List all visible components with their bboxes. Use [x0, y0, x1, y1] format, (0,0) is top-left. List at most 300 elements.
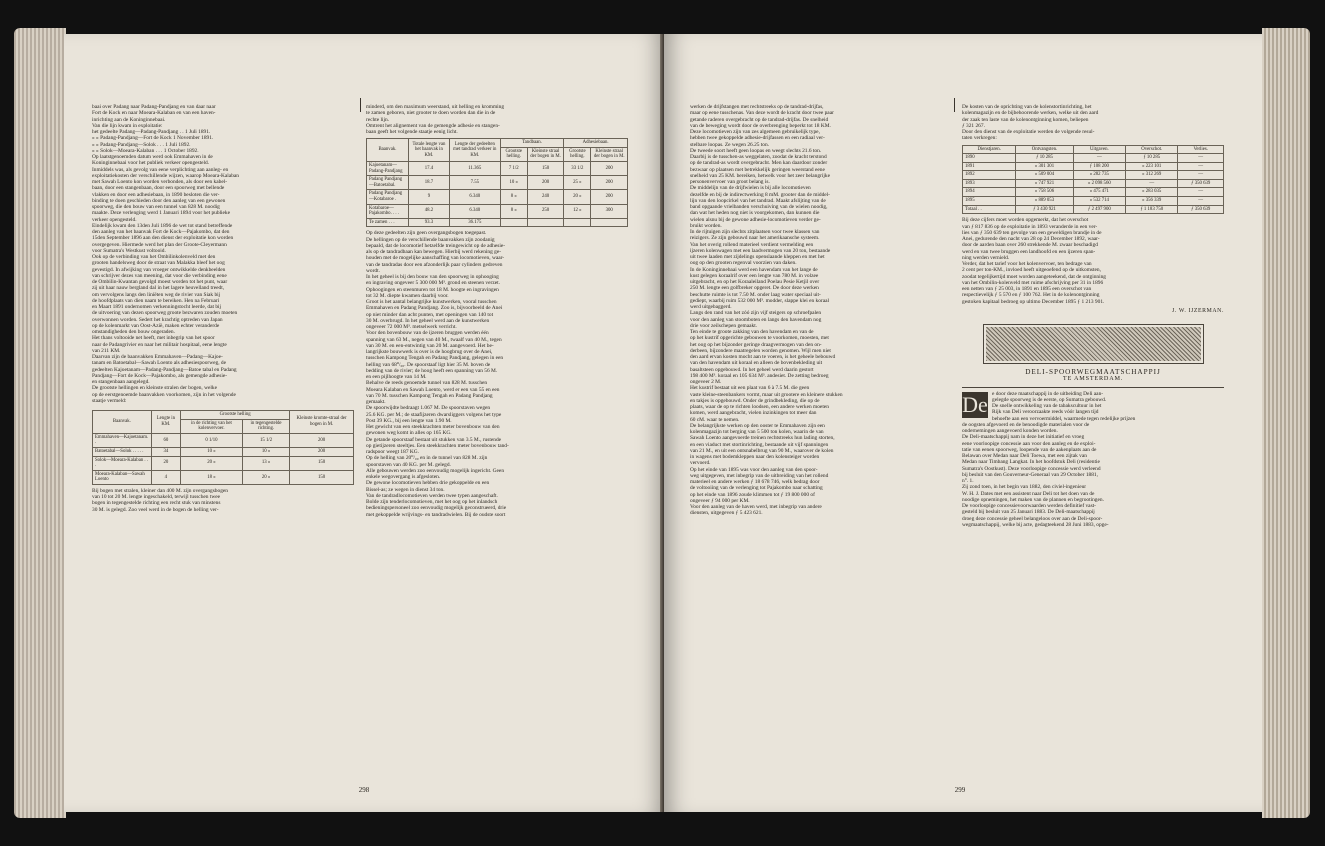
text-line: Van die lijn kwam in exploitatie: — [92, 122, 163, 129]
text-line: werd en van twee bruggen een landhoofd en een ijzeren span- — [962, 248, 1096, 255]
text-line: den aard ervan kosten mocht aan te voeren, is het geheele bebouwd — [690, 354, 836, 360]
text-line: naar de Padangrivier en naar het militair hospitaal, eene lengte — [92, 341, 227, 348]
text-line: ning werden vernield. — [962, 254, 1010, 261]
text-line: overgegeven. Hiermede werd het plan der Groote-Cleyermann — [92, 241, 227, 248]
text-line: op het einde van 1896 zoude klimmen tot ƒ 19 800 000 of — [690, 491, 815, 498]
text-line: bruikt worden. — [690, 222, 722, 229]
text-line: van 21 M., en uit een ontsnabelbrug van 90 M., waarover de kolen — [690, 447, 834, 454]
text-line: 30 M. overbrugd. In het geheel werd aan de kunstwerken — [366, 317, 490, 324]
text-line: de oogsten afgevoerd en de benoodigde materialen voor de — [962, 421, 1090, 428]
column-text — [690, 104, 952, 517]
text-line: bedding van de rivier; de hoog heeft een spanning van 56 M. — [366, 367, 498, 374]
table-cell: 36.175 — [449, 218, 500, 227]
table-row — [93, 456, 354, 470]
table-cell: ƒ 108 200 — [1073, 162, 1125, 171]
table-cell — [564, 218, 591, 227]
text-line: komen, werd aangebracht, vielen inzinkingen tot meer dan — [690, 410, 817, 417]
table-cell: » 532 714 — [1073, 197, 1125, 206]
text-line: ongeveer ƒ 94 000 per KM. — [690, 497, 750, 504]
text-line: Bolde zijn tenderlocomotieven, met het oog op het inlandsch — [366, 499, 498, 506]
text-line: Moeara Kalaban en Sawah Loento, werd er een van 55 en een — [366, 386, 500, 393]
text-line: in wagens met bodemkleppen naar den kolensteiger worden — [690, 454, 820, 460]
text-line: 15den September 1896 aan den dienst der exploitatie kon worden — [92, 235, 234, 242]
table-cell: ƒ 3 430 921 — [1016, 205, 1073, 214]
text-line: zoodat tegelijkertijd moet worden aangeteekend, dat de ontginning — [962, 273, 1107, 280]
text-line: baai over Padang naar Padang-Pandjang en van daar naar — [92, 104, 216, 110]
text-line: en Maart 1891 ondernomen verkenningstocht leerde, dat bij — [92, 304, 222, 310]
table-row — [963, 197, 1224, 206]
text-line: Op laatstgenoemden datum werd ook Emmahaven in de — [92, 154, 213, 160]
text-line: Sawah Loento aangevoerde treinen rechtstreeks hun lading storten, — [690, 435, 835, 442]
text-line: Fort de Kock en naar Moeara-Kalaban en van een haven- — [92, 110, 216, 117]
text-line: 25.6 KG. per M.; de staafijzeren dwarsliggers volgens het type — [366, 411, 502, 418]
right-page-column-1 — [690, 104, 952, 517]
text-line: Voor den bovenbouw van de ijzeren bruggen werden één — [366, 330, 489, 337]
table-header: Baanvak. — [93, 411, 152, 434]
table-cell: 1892 — [963, 171, 1016, 180]
text-line: In de rijtuigen zijn slechts zitplaatsen voor twee klassen van — [690, 229, 820, 235]
table-cell: 60 — [151, 433, 180, 447]
text-line: en takjes is opgebouwd. Onder de grindbekleding, die op de — [690, 397, 820, 404]
column-text — [366, 104, 628, 135]
table-cell: 93.3 — [408, 218, 449, 227]
text-line: van schrijver dezes van meening, dat voor die verbinding eene — [92, 272, 227, 279]
column-text — [962, 217, 1224, 305]
text-line: tatie van eenen spoorweg, loopende van de aakenplaats aan de — [962, 446, 1097, 453]
text-line: Rijk van Deli veroorzaakte reeds vóór langen tijd — [992, 409, 1099, 416]
text-line: Sumatra's Oostkust). Deze voorloopige concessie werd verleend — [962, 465, 1101, 472]
right-page — [664, 34, 1262, 812]
text-line: de voltooiing van de verlenging tot Pajakombo naar schatting — [690, 485, 823, 492]
table-cell: 240 — [527, 190, 564, 204]
table-header: Overschot. — [1126, 145, 1178, 154]
text-line: Alle gebouwen werden zoo eenvoudig mogelijk ingericht. Geen — [366, 467, 505, 474]
text-line: dan wat het heden nog niet is voorgekomen, dan kunnen die — [690, 210, 820, 217]
text-line: van 70 M. tusschen Kampong Tengah en Padang Pandjang — [366, 392, 493, 399]
text-line: met gekoppelde wrijvings- en tandradwielen. Bij de oudste soort — [366, 511, 506, 518]
text-line: uitgebracht, en op het Koraaleiland Poelau Pesie Ketjil over — [690, 279, 820, 285]
text-line: Van de tandradlocomotieven werden twee typen aangeschaft. — [366, 492, 498, 499]
text-line: op de tandrad-as wordt overgebracht. Men kan daardoor zonder — [690, 160, 828, 167]
text-line: 198 400 M³. koraal en 105 634 M³. andesiet. De zetting bedroeg — [690, 372, 829, 379]
table-cell: 200 — [290, 433, 354, 447]
column-marker — [954, 98, 955, 112]
text-line: op de kolenmarkt van Oost-Azië, maken echter veranderde — [92, 322, 220, 329]
text-line: weg uitgegeven, met inbegrip van de uitbreiding van het rollend — [690, 472, 829, 479]
table-row — [367, 218, 628, 227]
table-cell: » 223 101 — [1126, 162, 1178, 171]
column-text — [92, 488, 354, 513]
column-marker — [360, 98, 361, 112]
text-line: n°. 1. — [962, 478, 974, 484]
table-header: Uitgaven. — [1073, 145, 1125, 154]
text-line: de uitvoering van dezen spoorweg groote bezwaren zouden moeten — [92, 310, 238, 317]
table-cell: Kajoetanam—Padang-Pandjang — [367, 162, 409, 176]
text-line: overwonnen worden. Sedert het krachtig optreden van Japan — [92, 316, 223, 323]
text-line: Het thans voltooide net heeft, met inbegrip van het spoor — [92, 335, 215, 342]
table-row — [93, 447, 354, 456]
text-line: De voorloopige concessievoorwaarden werden definitief vast- — [962, 503, 1096, 509]
table-header: Dienstjaren. — [963, 145, 1016, 154]
text-line: helling van 68⁰/₀₀. De spoorstaaf ligt hier 35 M. boven de — [366, 361, 491, 368]
column-text — [962, 391, 1224, 529]
text-line: rechte lijn. — [366, 116, 390, 123]
text-line: eene voorloopige concessie aan voor den aanleg en de exploi- — [962, 440, 1096, 447]
text-line: binding te doen geschieden door den aanleg van een gewonen — [92, 197, 226, 204]
table-header: Totale lengte van het baanvak in KM. — [408, 139, 449, 162]
text-line: vervoerd. — [690, 460, 711, 467]
table-cell: » 301 301 — [1016, 162, 1073, 171]
table-subheader: Grootste helling. — [500, 147, 527, 161]
text-line: W. H. J. Dates met een assistent naar Deli tot het doen van de — [962, 490, 1095, 497]
text-line: inrichting aan de Koninginnebaai. — [92, 116, 166, 123]
text-line: Langs den rand van het zóó zijn vijf steigers op schroefpalen — [690, 310, 822, 317]
table-cell: — — [1178, 162, 1224, 171]
text-line: maar op eene tusschenas. Van deze wordt de kracht door twee paar — [690, 110, 834, 117]
table-cell — [527, 218, 564, 227]
text-line: wegmaatschappij, welke bij acte, gedagteekend 28 Juni 1883, opge- — [962, 521, 1109, 528]
open-book — [14, 20, 1310, 826]
text-line: taten verkregen: — [962, 135, 997, 142]
text-line: Bissel-as; ze wegen in dienst 34 ton. — [366, 486, 445, 493]
text-line: plaats, waar de op te richten loodsen, een andere werken moeten — [690, 404, 829, 410]
text-line: uit twee laaden met zijdelings openslaande kleppen en met het — [690, 254, 825, 260]
text-line: Deze locomotieven zijn van zes algemeen gebruikelijk type, — [690, 129, 820, 135]
text-line: 60 cM. waar te nemen. — [690, 416, 740, 423]
text-line: oog op den grooten regenval voorzien van daken. — [690, 260, 797, 267]
text-line: Inmiddels was, als gevolg van eene verplichting aan aanleg- en — [92, 166, 229, 173]
text-line: voor Sumatra's Westkust voltooid. — [92, 247, 166, 254]
text-line: De getande spoorstaaf bestaat uit stukken van 3.5 M., rustende — [366, 436, 502, 443]
text-line: op de eerstgenoemde baanvakken voorkomen, zijn in het volgende — [92, 391, 236, 398]
text-line: staatje vermeld: — [92, 397, 127, 404]
text-line: Het kustrif bestaat uit een plaat van 6 à 7.5 M. die geen — [690, 385, 810, 392]
table-cell: Solok—Moeara-Kalaban . . . — [93, 456, 152, 470]
text-line: het gedeelte Padang—Padang-Pandjang . . 1 Juli 1891. — [92, 129, 211, 135]
text-line: voor den aanleg van stoomboten en langs den havendam nog — [690, 316, 822, 323]
text-line: omstandigheden den bouw ongeraden. — [92, 329, 175, 335]
text-line: Op deze gedeelten zijn geen overgangsbogen toegepast. — [366, 230, 487, 237]
text-line: minderd, om den maximum weerstand, uit helling en kromming — [366, 104, 505, 110]
text-line: » » Padang-Pandjang—Solok . . . 1 Juli 1892. — [92, 141, 191, 148]
table-row — [93, 433, 354, 447]
table-row — [367, 204, 628, 218]
text-line: 30 M. is gelegd. Zoo veel werd in de bogen de helling ver- — [92, 506, 219, 513]
text-line: het oog op het bijzonder geringe draagvermogen van den on- — [690, 341, 822, 348]
text-line: wordt. — [366, 267, 380, 274]
text-line: hebben twee gekoppelde adhesie-drijfassen en een radiaal ver- — [690, 135, 825, 142]
text-line: de Ombilin-Kwantan gevolgd moest worden tot het punt, waar — [92, 279, 228, 285]
table-cell: 17.4 — [408, 162, 449, 176]
table-cell: ƒ 1 183 750 — [1126, 205, 1178, 214]
text-line: ijzeren kolenwagen met een laadvermogen van 20 ton, bestaande — [690, 247, 831, 254]
table-cell: 10 » — [242, 447, 289, 456]
table-cell: 250 — [527, 204, 564, 218]
text-line: van het Ombilin-kolenveld met ruime afschrijving per 31 in 1896 — [962, 279, 1104, 286]
text-line: De middelijn van de drijfwielen is bij alle locomotieven — [690, 185, 811, 192]
table-cell: 300 — [591, 204, 628, 218]
text-line: behoefte aan een vervoermiddel, waarmede tegen redelijke prijzen — [992, 415, 1136, 422]
text-line: langrijkste bouwwerk is over is de hoogbrug over de Anei, — [366, 349, 493, 356]
text-line: van de beweging wordt door de overbrenging beperkt tot 18 KM. — [690, 122, 831, 129]
table-cell: ƒ 350 639 — [1178, 205, 1224, 214]
text-line: De kosten van de oprichting van de kolenstortinrichting, het — [962, 104, 1092, 110]
text-line: De spoorwijdte bedraagt 1.067 M. De spoorstaven wegen — [366, 405, 491, 412]
table-body — [367, 162, 628, 227]
text-line: bezwaar op plaatsen met betrekkelijk geringen weerstand eene — [690, 166, 825, 173]
table-cell: » 889 053 — [1016, 197, 1073, 206]
table-header: Grootste helling — [181, 411, 290, 420]
table-cell: 150 — [290, 456, 354, 470]
table-cell: » 509 004 — [1016, 171, 1073, 180]
text-line: De grootste hellingen en kleinste stralen der bogen, welke — [92, 385, 217, 392]
text-line: tot 32 M. diepte kwamen daarbij voor. — [366, 292, 449, 299]
section-subtitle: TE AMSTERDAM. — [1062, 375, 1124, 383]
table-cell: 200 — [527, 176, 564, 190]
table-cell: — — [1178, 154, 1224, 163]
table-cell: 48.2 — [408, 204, 449, 218]
table-header: Lengte in KM. — [151, 411, 180, 434]
table-cell: 7.55 — [449, 176, 500, 190]
table-header: Kleinste kromte-straal der bogen in M. — [290, 411, 354, 434]
table-header: Verlies. — [1178, 145, 1224, 154]
text-line: getande raderen overgebracht op de tandrad-drijfas. De snelheid — [690, 116, 829, 123]
text-line: Belawan over Medan naar Deli Toewa, met een zijtak van — [962, 453, 1087, 459]
text-line: stelbare loopas. Ze wegen 26.25 ton. — [690, 141, 770, 148]
table-cell: » 356 339 — [1126, 197, 1178, 206]
text-line: verkeer opengesteld. — [92, 216, 137, 223]
table-header: Tandbaan. — [500, 139, 564, 148]
text-line: door de aarden baan over 260 strekkende M. zwaar beschadigd — [962, 242, 1098, 249]
column-text — [92, 104, 354, 404]
text-line: snelheid van 25 KM. bereiken, hetwelk voor het zeer belangrijke — [690, 172, 830, 179]
text-line: bepaald, dat de locomotief hetzelfde treingewicht op de adhesie- — [366, 242, 506, 249]
table-cell: 8 » — [500, 190, 527, 204]
text-line: De snelle ontwikkeling van de tabakscultuur in het — [992, 403, 1102, 409]
table-cell: ƒ 10 285 — [1016, 154, 1073, 163]
text-line: den aanleg van het baanvak Fort de Kock—Pajakombo, dat den — [92, 229, 230, 235]
table-cell: 6.340 — [449, 190, 500, 204]
text-line: Verder, dat het tarief voor het kolenvervoer, ten bedrage van — [962, 261, 1092, 267]
text-line: In het geheel is bij den bouw van den spoorweg in ophooging — [366, 274, 499, 281]
page-edges-left — [14, 28, 66, 818]
table-cell: Emmahaven—Kajoetanam. . — [93, 433, 152, 447]
text-line: Daarvan zijn de baanvakken Emmahaven—Padang—Kajoe- — [92, 354, 223, 360]
text-line: gelegde spoorweg is de eerste, op Sumatra gebouwd. — [992, 396, 1107, 403]
text-line: Emmahaven en Padang Pandjang. Zoo is, bijvoorbeeld de Anei — [366, 305, 503, 312]
table-cell: — — [1126, 179, 1178, 188]
text-line: droeg deze concessie geheel belangeloos over aan de Deli-spoor- — [962, 515, 1103, 522]
table-cell: 34 — [151, 447, 180, 456]
table-cell: 200 — [591, 190, 628, 204]
exploitation-results-table — [962, 145, 1224, 215]
text-line: Medan naar Timbang Langkat. In het hoofdstuk Deli (residentie — [962, 459, 1100, 466]
left-page-column-2 — [366, 104, 628, 518]
divider — [962, 387, 1224, 388]
table-cell: » 758 506 — [1016, 188, 1073, 197]
table-cell: 200 — [591, 176, 628, 190]
page-number: 298 — [358, 786, 370, 794]
text-line: gevestigd. In afwijking van vroeger ontwikkelde denkbeelden — [92, 266, 226, 273]
text-line: Ook op de verbinding van het Ombilinkolenveld met den — [92, 254, 216, 260]
text-line: Omtrent het alignement van de gemengde adhesie en stangen- — [366, 122, 500, 129]
table-cell: 18.7 — [408, 176, 449, 190]
text-line: met Sawah Loento kon worden verbonden, als door een kabel- — [92, 179, 228, 185]
text-line: gestoken kapitaal bedroeg op ultimo December 1895 ƒ 1 213 901. — [962, 298, 1105, 305]
table-cell: — — [1178, 188, 1224, 197]
text-line: Bij deze cijfers moet worden opgemerkt, dat het overschot — [962, 217, 1089, 224]
table-row — [963, 205, 1224, 214]
text-line: Eindelijk kwam den 13den Juli 1896 de wet tot stand betreffende — [92, 222, 233, 229]
table-header: Adhesiebaan. — [564, 139, 628, 148]
table-cell: 1893 — [963, 179, 1016, 188]
text-line: bij besluit van den Gouverneur-Generaal van 29 October 1881, — [962, 471, 1098, 478]
text-line: en stangenbaan aangelegd. — [92, 379, 150, 385]
table-cell: 18 » — [181, 470, 243, 484]
text-line: kust gelegen koraalrif over een lengte van 780 M. in volzee — [690, 272, 819, 279]
text-line: tanam en Batoetabal—Sawah Loento als adhesiespoorweg, de — [92, 360, 226, 367]
signature: J. W. IJZERMAN. — [1172, 307, 1224, 314]
text-line: materieel en andere werken ƒ 18 678 746, welk bedrag door — [690, 479, 820, 485]
text-line: Voor den aanleg van de haven werd, met inbegrip van andere — [690, 504, 822, 510]
text-line: Op de helling van 20⁰/₀₀ en in de tunnel van 828 M. zijn — [366, 455, 488, 462]
text-line: De hellingen op de verschillende baanvakken zijn zoodanig — [366, 236, 495, 243]
table-cell — [500, 218, 527, 227]
table-cell: 12 » — [564, 204, 591, 218]
text-line: ongeveer 2 M. — [690, 379, 722, 385]
text-line: In de Koninginnebaai werd een havendam van het lange de — [690, 266, 818, 273]
text-line: baan, door een stangenbaan, door een spoorweg met bellende — [92, 185, 225, 192]
text-line: Behalve de reeds genoemde tunnel van 828 M. tusschen — [366, 380, 488, 387]
text-line: en een viaduct met stortinrichting, bestaande uit vijf spanningen — [690, 441, 829, 448]
text-line: » » Solok—Moeara-Kalaban . . . 1 October 1892. — [92, 147, 199, 154]
grades-table — [92, 410, 354, 485]
text-line: gemaakt. — [366, 399, 386, 406]
table-row — [963, 188, 1224, 197]
text-line: grooten handelsweg door de straat van Malakka bleef het oog — [92, 260, 225, 267]
text-line: van de tandradas door een afzonderlijk paar cylinders gedreven — [366, 261, 503, 268]
text-line: Daarbij is de tusschen-as weggelaten, zoodat de kracht terstond — [690, 154, 827, 160]
text-line: baan geeft het volgende staatje eenig licht. — [366, 129, 458, 135]
table-header: Baanvak. — [367, 139, 409, 162]
table-cell: Totaal . . — [963, 205, 1016, 214]
table-cell: — — [1178, 197, 1224, 206]
text-line: op gietijzeren steeltjes. Een steekkrachten meter bovenbouw tand- — [366, 442, 509, 449]
table-cell: 0 1/10 — [181, 433, 243, 447]
table-header: Ontvangsten. — [1016, 145, 1073, 154]
text-line: enkele wegovergang is afgesloten. — [366, 474, 441, 481]
text-line: op niet minder dan acht punten, met openingen van 140 tot — [366, 311, 494, 318]
table-cell: 20 — [151, 456, 180, 470]
left-page — [64, 34, 664, 812]
text-line: op het kustrif opgerichte gebouwen te voorkomen, moesten, met — [690, 335, 829, 342]
text-line: en een pijlhoogte van 14 M. — [366, 374, 427, 381]
text-line: Van het overig rollend materieel verdient vermelding een — [690, 241, 814, 248]
table-cell: 150 — [527, 162, 564, 176]
table-cell: » 2 098 560 — [1073, 179, 1125, 188]
text-line: van 30 M. en een-entwintig van 20 M. aangevoerd. Het be- — [366, 342, 494, 349]
table-row — [963, 162, 1224, 171]
table-cell: 4 — [151, 470, 180, 484]
text-line: Door den dienst van de exploitatie werden de volgende resul- — [962, 129, 1095, 135]
text-line: bedieningspersoneel zoo eenvoudig mogelijk geconstrueerd, drie — [366, 505, 507, 512]
text-line: gewonen weg komt in alles op 165 KG. — [366, 430, 452, 437]
table-cell: 7 1/2 — [500, 162, 527, 176]
text-line: Ophoogingen en steenmuren tot 18 M. hoogte en ingravingen — [366, 286, 499, 293]
text-line: lies van ƒ 350 639 ten gevolge van een geweldigen brandje in de — [962, 229, 1102, 236]
text-line: e door deze maatschappij in de uitbeiding Deli aan- — [992, 390, 1104, 397]
text-line: personenvervoer van groot belang is. — [690, 179, 770, 185]
table-cell: Batoetabal—Solok . . . . . — [93, 447, 152, 456]
table-row — [963, 179, 1224, 188]
text-line: gesteld bij besluit van 25 Januari 1883. De Deli-maatschappij — [962, 509, 1095, 516]
table-cell: » 747 921 — [1016, 179, 1073, 188]
text-line: ondernemingen aangevoerd konden worden. — [962, 428, 1058, 434]
table-cell: 25 » — [564, 176, 591, 190]
text-line: lijn van den loopcirkel van het tandrad. Maakt afslijting van de — [690, 197, 826, 204]
text-line: een netten van ƒ 25 003, in 1891 en 1895 een overschot van — [962, 286, 1092, 292]
table-cell: 150 — [290, 470, 354, 484]
text-line: De belangrijkste werken op den ooster te Emmahaven zijn een — [690, 422, 825, 429]
table-cell: ƒ 350 639 — [1178, 179, 1224, 188]
table-cell: 200 — [591, 162, 628, 176]
text-line: Bij bogen met stralen, kleiner dan 400 M. zijn overgangsbogen — [92, 487, 228, 494]
text-line: spoorweg, die den bouw van een tunnel van 828 M. noodig — [92, 204, 220, 210]
table-cell: » 312 269 — [1126, 171, 1178, 180]
table-subheader: Kleinste straal der bogen in M. — [527, 147, 564, 161]
text-line: Het gewicht van een steekkrachten meter bovenbouw van den — [366, 424, 500, 431]
text-line: diensten, uitgegeven ƒ 5 423 621. — [690, 510, 763, 517]
text-line: als op de tandradbaan kan bewegen. Hierbij werd rekening ge- — [366, 249, 502, 256]
table-cell: 33 1/2 — [564, 162, 591, 176]
text-line: reizigers. Ze zijn gebouwd naar het amerikaansche systeem. — [690, 235, 820, 242]
text-line: De gewone locomotieven hebben drie gekoppelde en een — [366, 480, 490, 487]
text-line: ongeveer 72 000 M³. metselwerk verricht. — [366, 324, 457, 331]
drop-cap: De — [962, 391, 988, 417]
text-line: De Deli-maatschappij nam in deze het initiatief en vroeg — [962, 434, 1085, 441]
table-cell: 10 » — [181, 447, 243, 456]
text-line: Pandjang—Fort de Kock—Pajakombo, als gemengde adhesie- — [92, 372, 228, 379]
table-cell: » 475 471 — [1073, 188, 1125, 197]
table-header: Lengte der gedeelten met tandrad verkeer in KM. — [449, 139, 500, 162]
column-text — [962, 104, 1224, 142]
text-line: band opgaande vrielbanden verschuiving van de wielen noodig, — [690, 204, 828, 210]
text-line: dezelfde en bij de indirectwerking 8 mM. grooter dan de middel- — [690, 191, 830, 198]
text-line: basaltsteen opgebouwd. In het geheel werd daarin gestort — [690, 366, 814, 373]
text-line: radspoor weegt 187 KG. — [366, 449, 419, 456]
table-cell: » 283 035 — [1126, 188, 1178, 197]
table-row — [93, 470, 354, 484]
table-cell: Padang Pandjang—Kotabaroe . — [367, 190, 409, 204]
table-cell: » 282 735 — [1073, 171, 1125, 180]
text-line: Anei, gedurende den nacht van 28 op 24 December 1892, waar- — [962, 236, 1100, 242]
text-line: vaste kleine-steenbankers vormt, maar uit grootere en kleinere stukken — [690, 391, 843, 398]
text-line: Ten einde te groote zakking van den havendam en van de — [690, 329, 814, 335]
text-line: De tweede soort heeft geen loopas en weegt slechts 21.6 ton. — [690, 147, 822, 154]
text-line: Koninginnebaai voor het publiek verkeer opengesteld. — [92, 160, 210, 167]
table-cell: ƒ 2 497 900 — [1073, 205, 1125, 214]
table-cell: 9 — [408, 190, 449, 204]
section-title: DELI-SPOORWEGMAATSCHAPPIJ — [1025, 368, 1161, 376]
text-line: zij uit haar nauw bergland dal in het lagere heuvelland treedt, — [92, 285, 225, 292]
text-line: beschutte ruimte is tot 7.50 M. onder laag water speciaal uit- — [690, 291, 821, 298]
text-line: derbeen, bijzondere maatregelen worden genomen. Wijl men niet — [690, 347, 831, 354]
table-cell: 1891 — [963, 162, 1016, 171]
table-cell: 200 — [290, 447, 354, 456]
table-cell: 20 » — [181, 456, 243, 470]
table-subheader: Kleinste straal der bogen in M. — [591, 147, 628, 161]
text-line: respectievelijk ƒ 5 570 en ƒ 100 762. Het in de kolenontginning — [962, 292, 1100, 299]
